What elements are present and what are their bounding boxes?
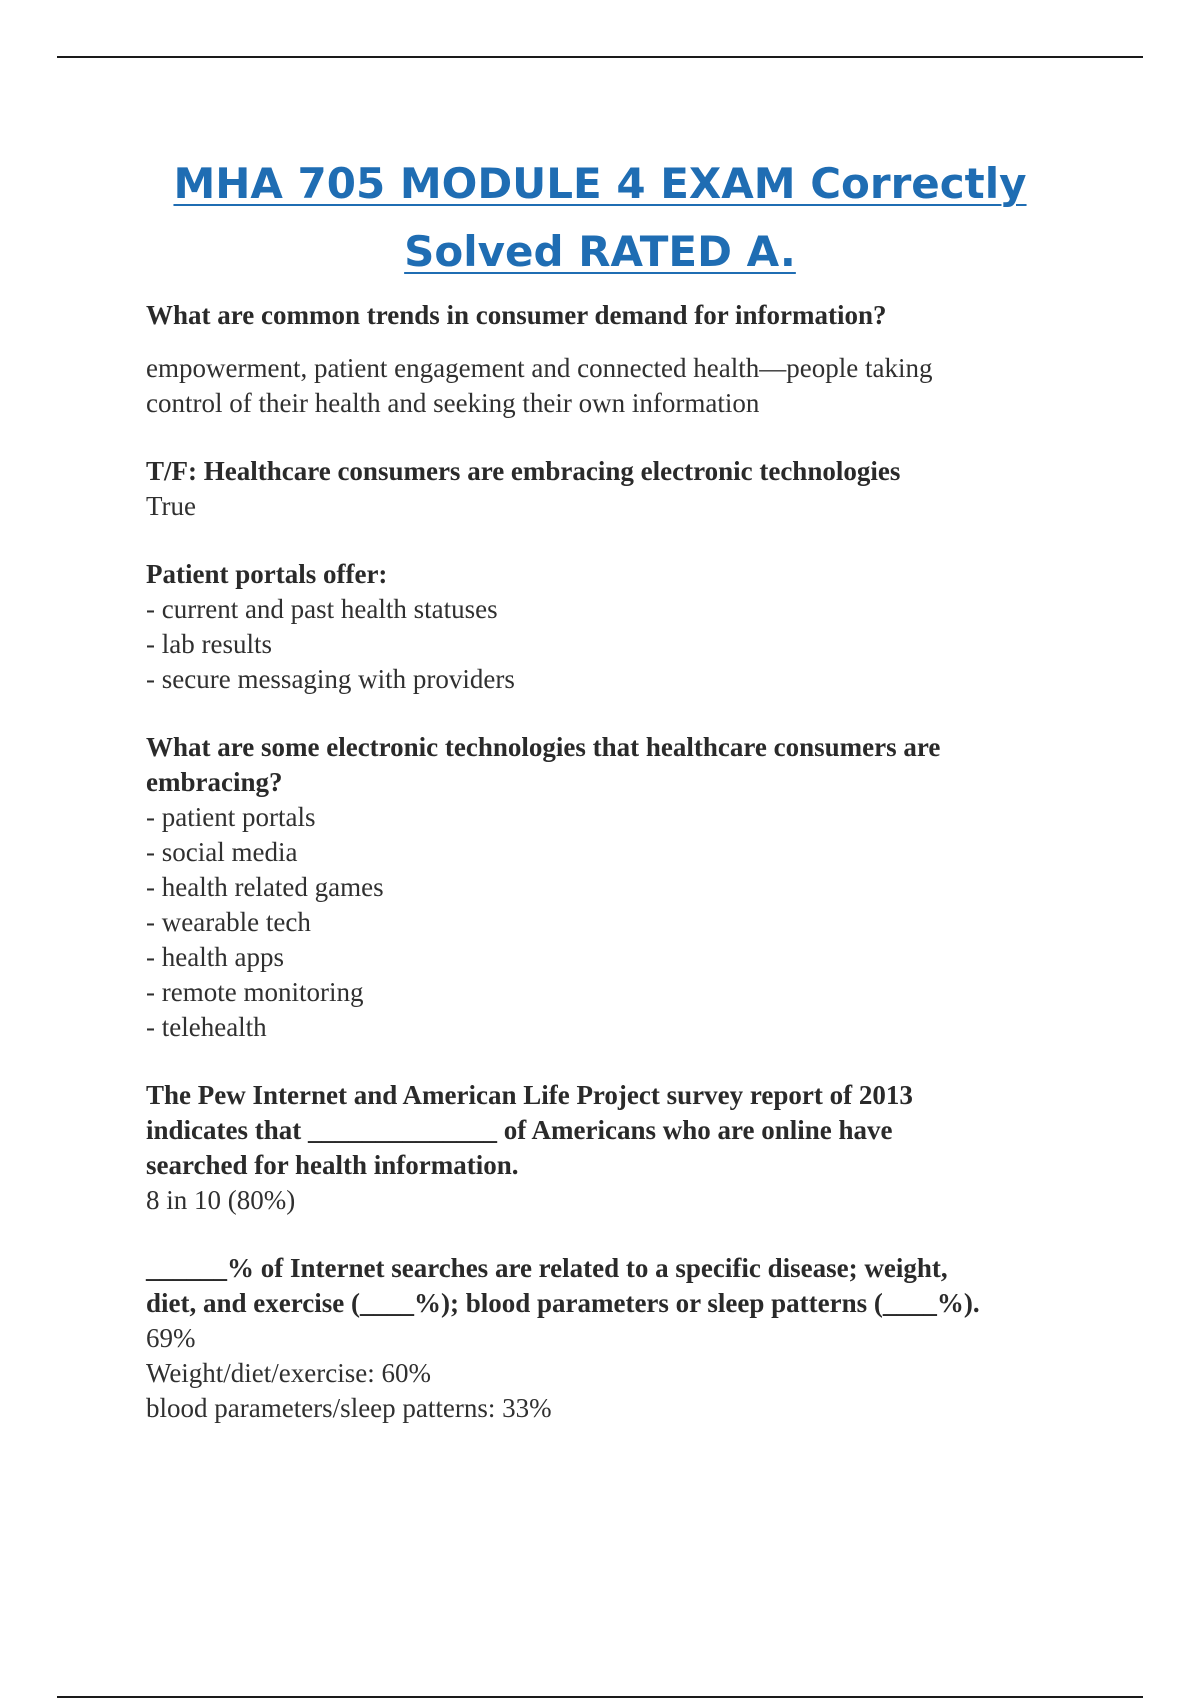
question-line: What are some electronic technologies that healthcare consumers are xyxy=(146,732,941,762)
question-line: indicates that ______________ of Americans who are online have xyxy=(146,1115,893,1145)
title-line-2: Solved RATED A. xyxy=(404,227,796,276)
answer-line: - telehealth xyxy=(146,1012,267,1042)
bottom-rule xyxy=(57,1696,1143,1698)
answer-line: 8 in 10 (80%) xyxy=(146,1185,296,1215)
qa-item xyxy=(146,298,1106,421)
answer-line: - health related games xyxy=(146,872,384,902)
answer xyxy=(146,1321,1106,1426)
question-line: The Pew Internet and American Life Project survey report of 2013 xyxy=(146,1080,913,1110)
answer-line: blood parameters/sleep patterns: 33% xyxy=(146,1393,552,1423)
question-line: diet, and exercise (____%); blood parameters or sleep patterns (____%). xyxy=(146,1288,980,1318)
answer-line: control of their health and seeking their own information xyxy=(146,388,760,418)
answer xyxy=(146,592,1106,697)
answer-line: - current and past health statuses xyxy=(146,594,498,624)
answer xyxy=(146,489,1106,524)
qa-item xyxy=(146,1251,1106,1426)
answer-line: - remote monitoring xyxy=(146,977,364,1007)
answer xyxy=(146,800,1106,1045)
top-rule xyxy=(57,56,1143,58)
answer xyxy=(146,351,1106,421)
question xyxy=(146,1251,1106,1321)
qa-item xyxy=(146,1078,1106,1218)
answer-line: - health apps xyxy=(146,942,284,972)
answer-line: Weight/diet/exercise: 60% xyxy=(146,1358,431,1388)
question: What are common trends in consumer demand for information? xyxy=(146,300,887,330)
question xyxy=(146,730,1106,800)
answer-line: - wearable tech xyxy=(146,907,311,937)
question: T/F: Healthcare consumers are embracing electronic technologies xyxy=(146,456,901,486)
qa-item xyxy=(146,730,1106,1045)
question-line: searched for health information. xyxy=(146,1150,519,1180)
qa-item xyxy=(146,454,1106,524)
answer-line: empowerment, patient engagement and connected health—people taking xyxy=(146,353,933,383)
question xyxy=(146,1078,1106,1183)
answer-line: - lab results xyxy=(146,629,272,659)
answer-line: 69% xyxy=(146,1323,196,1353)
qa-item xyxy=(146,557,1106,697)
answer xyxy=(146,1183,1106,1218)
answer-line: - social media xyxy=(146,837,298,867)
question: Patient portals offer: xyxy=(146,559,388,589)
document-body xyxy=(146,298,1106,1459)
question-line: ______% of Internet searches are related to a specific disease; weight, xyxy=(146,1253,948,1283)
question-line: embracing? xyxy=(146,767,283,797)
title-line-1: MHA 705 MODULE 4 EXAM Correctly xyxy=(173,159,1027,208)
answer-line: - secure messaging with providers xyxy=(146,664,515,694)
document-title xyxy=(0,150,1200,286)
answer-line: True xyxy=(146,491,197,521)
answer-line: - patient portals xyxy=(146,802,316,832)
